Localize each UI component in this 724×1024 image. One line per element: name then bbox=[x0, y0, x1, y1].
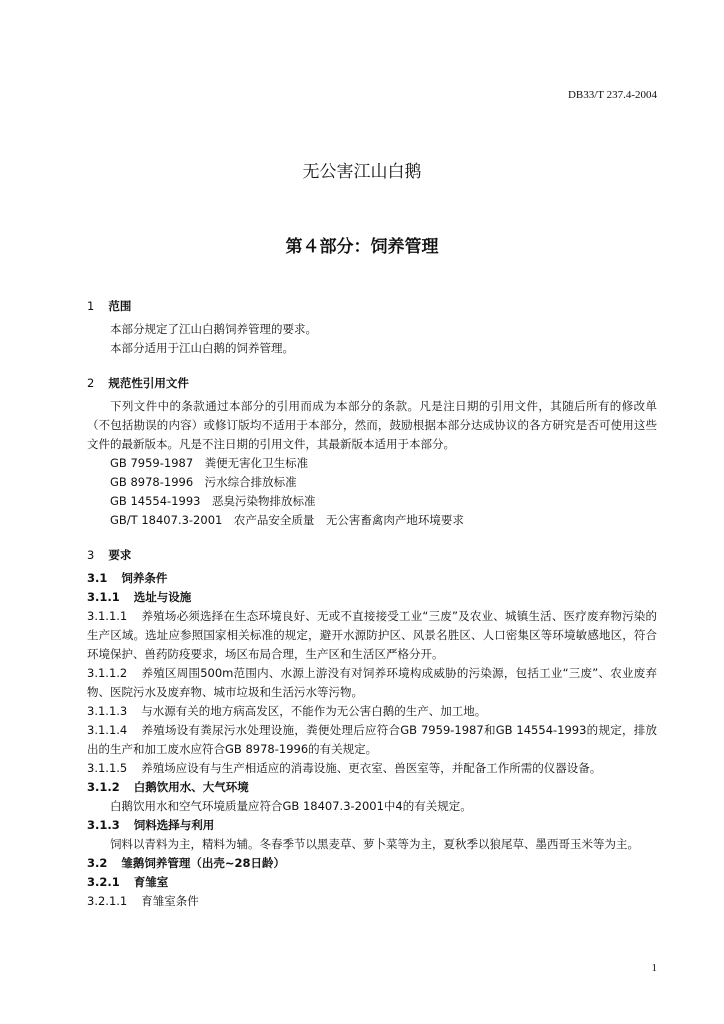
subsection-title: 育雏室 bbox=[133, 875, 169, 889]
section-title: 要求 bbox=[108, 548, 132, 562]
reference-item: GB 14554-1993 恶臭污染物排放标准 bbox=[110, 494, 316, 508]
clause bbox=[87, 759, 657, 778]
subsection-number: 3.1.3 bbox=[87, 818, 120, 832]
clause-text: 养殖场应设有与生产相适应的消毒设施、更衣室、兽医室等，并配备工作所需的仪器设备。 bbox=[141, 761, 602, 775]
subsection-number: 3.1.1 bbox=[87, 590, 120, 604]
document-body bbox=[87, 297, 657, 911]
section-heading-requirements bbox=[87, 546, 657, 565]
clause bbox=[87, 892, 657, 911]
subsection-title: 白鹅饮用水、大气环境 bbox=[133, 780, 249, 794]
clause-number: 3.1.1.5 bbox=[87, 761, 128, 775]
subsection-title: 选址与设施 bbox=[133, 590, 192, 604]
standard-code: DB33/T 237.4-2004 bbox=[567, 89, 657, 101]
paragraph: 白鹅饮用水和空气环境质量应符合GB 18407.3-2001中4的有关规定。 bbox=[110, 799, 472, 813]
reference-item: GB/T 18407.3-2001 农产品安全质量 无公害畜禽肉产地环境要求 bbox=[110, 513, 464, 527]
clause-number: 3.2.1.1 bbox=[87, 894, 128, 908]
section-title: 规范性引用文件 bbox=[108, 376, 189, 390]
subsection-heading bbox=[87, 588, 657, 607]
subsection-number: 3.2.1 bbox=[87, 875, 120, 889]
section-title: 范围 bbox=[108, 299, 132, 313]
clause bbox=[87, 721, 657, 759]
clause-number: 3.1.1.2 bbox=[87, 666, 128, 680]
subsection-heading bbox=[87, 816, 657, 835]
reference-item: GB 7959-1987 粪便无害化卫生标准 bbox=[110, 456, 309, 470]
document-title: 无公害江山白鹅 bbox=[302, 162, 422, 182]
clause bbox=[87, 702, 657, 721]
subsection-number: 3.1 bbox=[87, 571, 108, 585]
section-heading-scope bbox=[87, 297, 657, 316]
paragraph: 下列文件中的条款通过本部分的引用而成为本部分的条款。凡是注日期的引用文件，其随后所有的修改单（不包括勘误的内容）或修订版均不适用于本部分，然而，鼓励根据本部分达成协议的各方研究是否可使用这些文件的最新版本。凡是不注日期的引用文件，其最新版本适用于本部分。 bbox=[87, 399, 657, 451]
section-number: 3 bbox=[87, 548, 95, 562]
clause-text: 育雏室条件 bbox=[141, 894, 199, 908]
subsection-title: 饲料选择与利用 bbox=[133, 818, 215, 832]
section-number: 2 bbox=[87, 376, 95, 390]
clause-text: 养殖区周围500m范围内、水源上游没有对饲养环境构成威胁的污染源，包括工业“三废”、农业废弃物、医院污水及废弃物、城市垃圾和生活污水等污物。 bbox=[87, 666, 657, 699]
subsection-title: 雏鹅饲养管理（出壳~28日龄） bbox=[121, 856, 286, 870]
subsection-heading bbox=[87, 778, 657, 797]
clause-text: 养殖场设有粪尿污水处理设施，粪便处理后应符合GB 7959-1987和GB 14554-1993的规定，排放出的生产和加工废水应符合GB 8978-1996的有关规定。 bbox=[87, 723, 657, 756]
clause bbox=[87, 607, 657, 664]
paragraph: 饲料以青料为主，精料为辅。冬春季节以黑麦草、萝卜菜等为主，夏秋季以狼尾草、墨西哥玉米等为主。 bbox=[110, 837, 639, 851]
section-heading-normative-references bbox=[87, 374, 657, 393]
clause-number: 3.1.1.1 bbox=[87, 609, 128, 623]
paragraph: 本部分适用于江山白鹅的饲养管理。 bbox=[110, 341, 294, 355]
clause-number: 3.1.1.3 bbox=[87, 704, 128, 718]
clause-number: 3.1.1.4 bbox=[87, 723, 128, 737]
subsection-title: 饲养条件 bbox=[121, 571, 168, 585]
document-subtitle: 第４部分：饲养管理 bbox=[285, 237, 439, 257]
subsection-heading bbox=[87, 569, 657, 588]
subsection-heading bbox=[87, 854, 657, 873]
paragraph: 本部分规定了江山白鹅饲养管理的要求。 bbox=[110, 322, 317, 336]
page-number: 1 bbox=[651, 962, 657, 974]
clause bbox=[87, 664, 657, 702]
subsection-number: 3.2 bbox=[87, 856, 108, 870]
clause-text: 养殖场必须选择在生态环境良好、无或不直接接受工业“三废”及农业、城镇生活、医疗废弃物污染的生产区域。选址应参照国家相关标准的规定，避开水源防护区、风景名胜区、人口密集区等环境敏感地区，符合环境保护、兽药防疫要求，场区布局合理，生产区和生活区严格分开。 bbox=[87, 609, 657, 661]
section-number: 1 bbox=[87, 299, 95, 313]
reference-item: GB 8978-1996 污水综合排放标准 bbox=[110, 475, 297, 489]
clause-text: 与水源有关的地方病高发区，不能作为无公害白鹅的生产、加工地。 bbox=[141, 704, 487, 718]
subsection-number: 3.1.2 bbox=[87, 780, 120, 794]
subsection-heading bbox=[87, 873, 657, 892]
